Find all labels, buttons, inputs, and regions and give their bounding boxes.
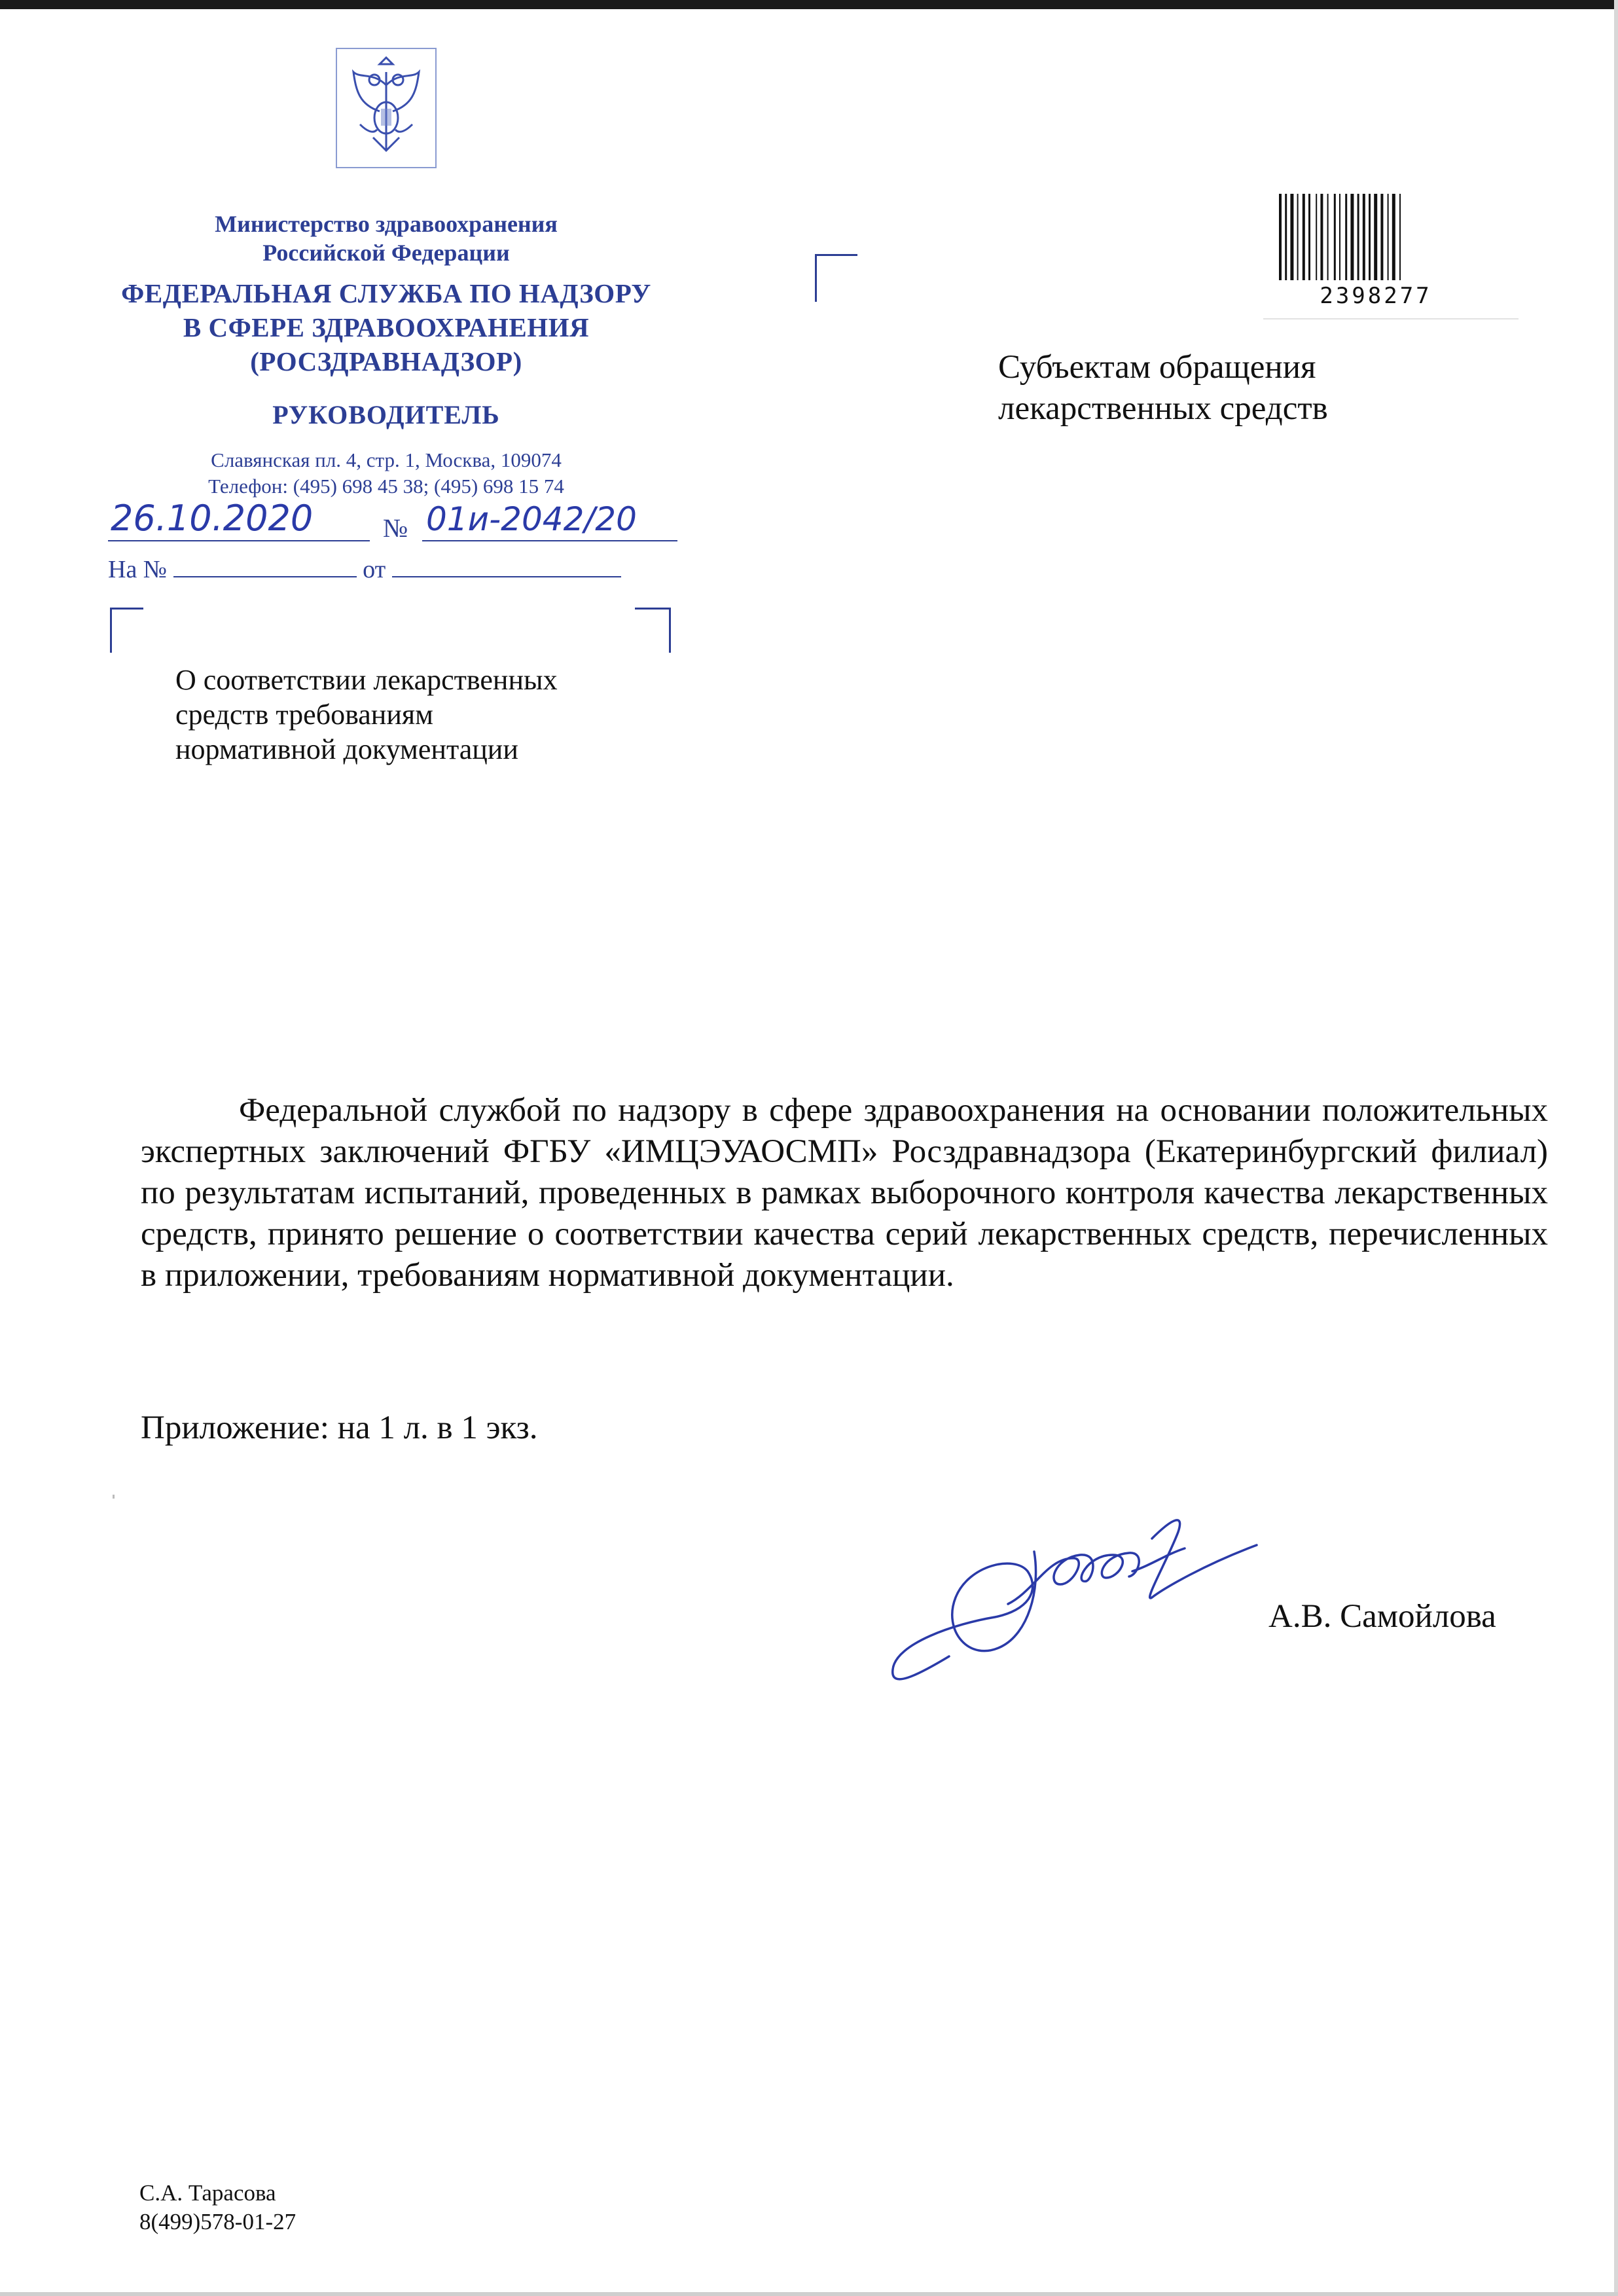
handwritten-number: 01и-2042/20 bbox=[426, 500, 637, 538]
handwritten-registration bbox=[108, 492, 776, 551]
letter-subject bbox=[175, 663, 558, 767]
letterhead bbox=[98, 46, 674, 500]
barcode-bar bbox=[1320, 194, 1323, 280]
handwritten-signature bbox=[877, 1493, 1296, 1696]
coat-of-arms-emblem bbox=[334, 46, 439, 170]
barcode-bar bbox=[1316, 194, 1317, 280]
barcode-bar bbox=[1345, 194, 1347, 280]
barcode-bar bbox=[1290, 194, 1293, 280]
scan-border-right bbox=[1614, 0, 1618, 2296]
reply-number-label: На № bbox=[108, 556, 168, 583]
barcode-bar bbox=[1308, 194, 1310, 280]
subject-corner-left bbox=[110, 608, 143, 653]
barcode-bar bbox=[1303, 194, 1305, 280]
reply-date-label: от bbox=[363, 556, 386, 583]
scan-border-top bbox=[0, 0, 1618, 9]
barcode-bar bbox=[1374, 194, 1377, 280]
subject-corner-right bbox=[635, 608, 671, 653]
ministry-line: Российской Федерации bbox=[262, 240, 510, 266]
barcode-bar bbox=[1399, 194, 1401, 280]
service-line: В СФЕРЕ ЗДРАВООХРАНЕНИЯ bbox=[183, 312, 590, 342]
subject-line: О соответствии лекарственных bbox=[175, 664, 558, 696]
barcode-bar bbox=[1327, 194, 1329, 280]
divider bbox=[1263, 318, 1519, 319]
barcode-bar bbox=[1369, 194, 1371, 280]
number-sign: № bbox=[383, 513, 408, 543]
reply-number-field bbox=[173, 551, 357, 577]
barcode bbox=[1276, 194, 1473, 284]
subject-line: средств требованиям bbox=[175, 699, 433, 731]
barcode-bar bbox=[1388, 194, 1389, 280]
reply-reference-line bbox=[108, 551, 697, 584]
barcode-bar bbox=[1380, 194, 1383, 280]
attachment-note: Приложение: на 1 л. в 1 экз. bbox=[141, 1410, 538, 1446]
scan-speck bbox=[113, 1495, 115, 1499]
executor-info bbox=[139, 2179, 296, 2236]
postal-address: Славянская пл. 4, стр. 1, Москва, 109074 bbox=[211, 448, 562, 471]
addressee bbox=[998, 347, 1328, 429]
scan-border-bottom bbox=[0, 2292, 1618, 2296]
ministry-name bbox=[98, 210, 674, 267]
barcode-number: 2398277 bbox=[1320, 283, 1432, 309]
letter-body: Федеральной службой по надзору в сфере здравоохранения на основании положительных экспертных заключений ФГБУ «ИМЦЭУАОСМП» Росздравнадзора (Екатеринбургский филиал) по результатам испытаний, проведенных в рамках выборочного контроля качества лекарственных средств, принято решение о соответствии качества серий лекарственных средств, перечисленных в приложении, требованиям нормативной документации. bbox=[141, 1092, 1548, 1294]
addressee-line: лекарственных средств bbox=[998, 390, 1328, 427]
barcode-bar bbox=[1297, 194, 1299, 280]
barcode-bar bbox=[1363, 194, 1365, 280]
ministry-line: Министерство здравоохранения bbox=[215, 211, 558, 237]
service-line: (РОСЗДРАВНАДЗОР) bbox=[250, 346, 522, 376]
barcode-bar bbox=[1334, 194, 1336, 280]
service-line: ФЕДЕРАЛЬНАЯ СЛУЖБА ПО НАДЗОРУ bbox=[121, 278, 651, 308]
position-title: РУКОВОДИТЕЛЬ bbox=[272, 400, 500, 429]
addressee-line: Субъектам обращения bbox=[998, 349, 1316, 386]
address-corner-mark bbox=[815, 254, 857, 302]
registration-line bbox=[108, 492, 776, 551]
phone-numbers: Телефон: (495) 698 45 38; (495) 698 15 74 bbox=[208, 475, 564, 498]
executor-phone: 8(499)578-01-27 bbox=[139, 2209, 297, 2234]
contact-info bbox=[98, 447, 674, 500]
barcode-bar bbox=[1285, 194, 1287, 280]
signer-name: А.В. Самойлова bbox=[1268, 1598, 1496, 1635]
reply-date-field bbox=[392, 551, 621, 577]
barcode-bar bbox=[1339, 194, 1340, 280]
executor-name: С.А. Тарасова bbox=[139, 2180, 276, 2206]
subject-line: нормативной документации bbox=[175, 733, 518, 765]
service-name bbox=[98, 276, 674, 378]
barcode-bar bbox=[1350, 194, 1354, 280]
barcode-bar bbox=[1279, 194, 1282, 280]
barcode-bar bbox=[1357, 194, 1359, 280]
handwritten-date: 26.10.2020 bbox=[111, 498, 314, 539]
barcode-bar bbox=[1392, 194, 1395, 280]
